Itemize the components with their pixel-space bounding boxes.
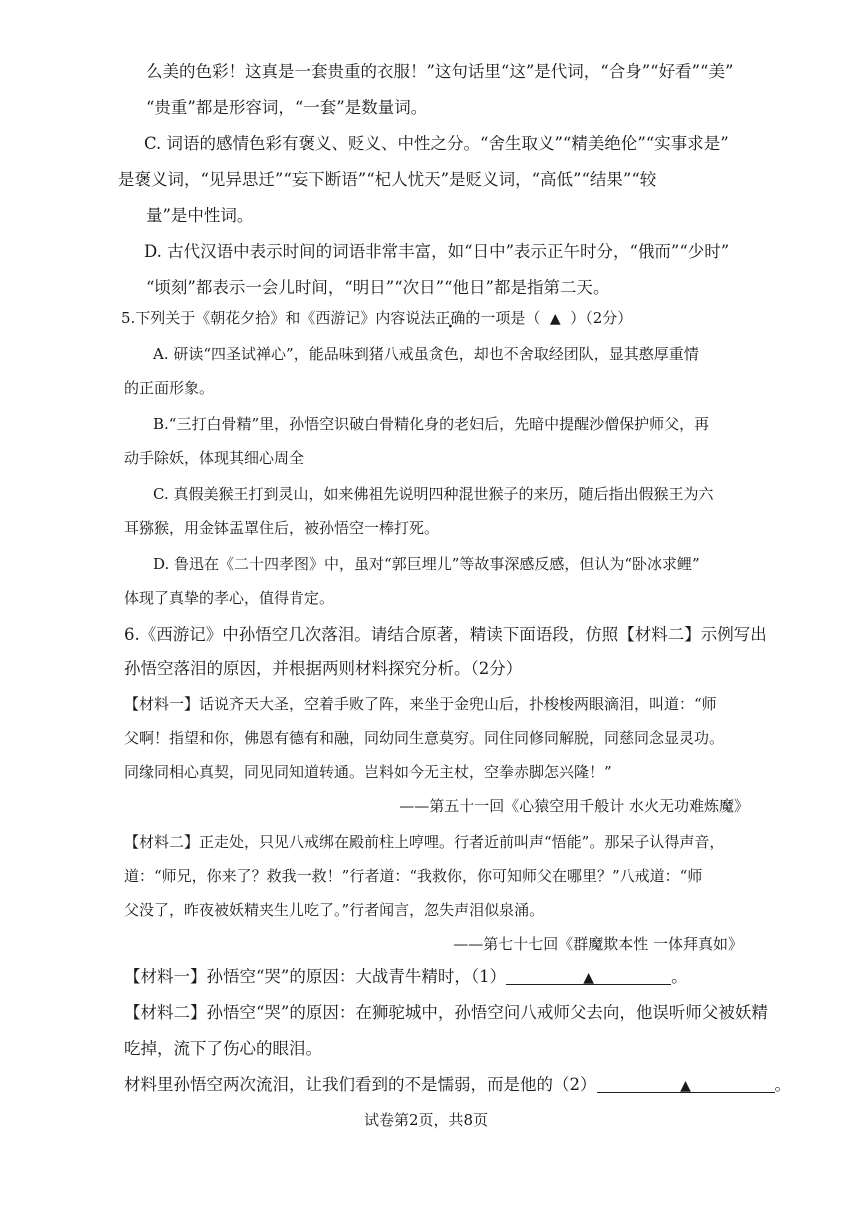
material-2-line: 【材料二】正走处，只见八戒绑在殿前柱上哼哩。行者近前叫声“悟能”。那呆子认得声音，: [124, 833, 725, 851]
option-d-line: 体现了真挚的孝心，值得肯定。: [124, 589, 335, 607]
answer-triangle: ▲: [549, 311, 561, 327]
answer-line-2: [124, 1074, 791, 1096]
question-5-score: ）（2分）: [570, 309, 633, 327]
option-c-text-line: 是褒义词，“见异思迁”“妄下断语”“杞人忧天”是贬义词，“高低”“结果”“较: [118, 170, 657, 189]
question-5-text: 的一项是（: [465, 309, 541, 327]
answer-prompt: 【材料一】孙悟空“哭”的原因：大战青牛精时，（1）: [124, 967, 507, 986]
material-2-line: 父没了，昨夜被妖精夹生儿吃了。”行者闻言，忽失声泪似泉涌。: [124, 901, 545, 919]
material-1-line: 【材料一】话说齐天大圣，空着手败了阵，来坐于金兜山后，扑梭梭两眼滴泪，叫道：“师: [124, 695, 717, 713]
answer-triangle: ▲: [680, 1078, 691, 1094]
option-c-text-line: C. 词语的感情色彩有褒义、贬义、中性之分。“舍生取义”“精美绝伦”“实事求是”: [144, 134, 729, 153]
emphasis-word: 正确: [435, 309, 466, 327]
option-a-line: A. 研读“四圣试禅心”，能品味到猪八戒虽贪色，却也不舍取经团队，显其憨厚重情: [153, 345, 699, 363]
question-5-stem: [121, 307, 632, 330]
material-2-line: 道：“师兄，你来了？救我一救！”行者道：“我救你，你可知师父在哪里？”八戒道：“师: [124, 867, 703, 885]
option-b-line: 动手除妖，体现其细心周全: [124, 449, 305, 467]
material-2-reason-line: 【材料二】孙悟空“哭”的原因：在狮驼城中，孙悟空问八戒师父去向，他误听师父被妖精: [124, 1003, 768, 1022]
option-b-text-line: 么美的色彩！这真是一套贵重的衣服！”这句话里“这”是代词，“合身”“好看”“美”: [146, 62, 734, 81]
option-c-text-line: 量”是中性词。: [146, 206, 254, 225]
period: 。: [671, 967, 688, 986]
option-a-line: 的正面形象。: [124, 379, 215, 397]
question-5-text: 5.下列关于《朝花夕拾》和《西游记》内容说法: [121, 309, 436, 327]
answer-triangle: ▲: [583, 970, 595, 986]
material-1-line: 同缘同相心真契，同见同知道转通。岂料如今无主杖，空拳赤脚怎兴隆！”: [124, 763, 612, 781]
material-2-reason-line: 吃掉，流下了伤心的眼泪。: [124, 1039, 322, 1058]
period: 。: [774, 1075, 791, 1094]
option-d-text-line: D. 古代汉语中表示时间的词语非常丰富，如“日中”表示正午时分，“俄而”“少时”: [144, 242, 730, 261]
material-2-source: ——第七十七回《群魔欺本性 一体拜真如》: [453, 935, 743, 953]
option-b-text-line: “贵重”都是形容词，“一套”是数量词。: [146, 98, 428, 117]
answer-blank-1[interactable]: [506, 966, 671, 985]
option-b-line: B.“三打白骨精”里，孙悟空识破白骨精化身的老妇后，先暗中提醒沙僧保护师父，再: [153, 415, 710, 433]
answer-line-1: [124, 966, 688, 988]
option-c-line: C. 真假美猴王打到灵山，如来佛祖先说明四种混世猴子的来历，随后指出假猴王为六: [153, 485, 714, 503]
material-1-source: ——第五十一回《心猿空用千般计 水火无功难炼魔》: [399, 797, 749, 815]
material-1-line: 父啊！指望和你，佛恩有德有和融，同幼同生意莫穷。同住同修同解脱，同慈同念显灵功。: [124, 729, 725, 747]
option-d-line: D. 鲁迅在《二十四孝图》中，虽对“郭巨埋儿”等故事深感反感，但认为“卧冰求鲤”: [153, 555, 700, 573]
option-c-line: 耳猕猴，用金钵盂罩住后，被孙悟空一棒打死。: [124, 519, 440, 537]
question-6-stem: 6.《西游记》中孙悟空几次落泪。请结合原著，精读下面语段，仿照【材料二】示例写出: [124, 625, 767, 644]
answer-blank-2[interactable]: [597, 1074, 775, 1093]
page-footer: 试卷第2页，共8页: [364, 1111, 489, 1129]
answer-prompt: 材料里孙悟空两次流泪，让我们看到的不是懦弱，而是他的（2）: [124, 1075, 597, 1094]
question-6-stem: 孙悟空落泪的原因，并根据两则材料探究分析。（2分）: [124, 659, 523, 678]
option-d-text-line: “顷刻”都表示一会儿时间，“明日”“次日”“他日”都是指第二天。: [146, 278, 610, 297]
